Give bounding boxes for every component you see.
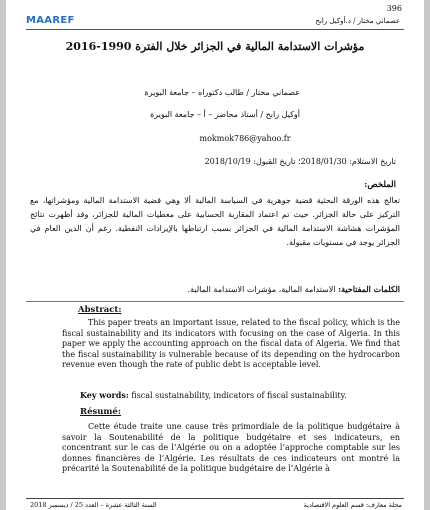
arabic-keywords-value: الاستدامة المالية، مؤشرات الاستدامة المالية. (187, 285, 336, 294)
english-abstract-heading: Abstract: (78, 305, 122, 315)
journal-logo: MAAREF (26, 15, 75, 26)
arabic-abstract-heading: الملخص: (364, 180, 396, 190)
english-keywords-label: Key words: (80, 390, 129, 400)
submission-dates: تاريخ الاستلام: 2018/01/30؛ تاريخ القبول: 2018/10/19 (204, 157, 396, 166)
arabic-keywords (187, 284, 400, 294)
author-email: mokmok786@yahoo.fr (199, 134, 291, 143)
paper-title: مؤشرات الاستدامة المالية في الجزائر خلال الفترة 1990-2016 (65, 40, 365, 53)
arabic-keywords-label: الكلمات المفتاحية: (338, 284, 400, 294)
footer-issue: السنة الثالثة عشرة – العدد 25 / ديسمبر 2018 (30, 501, 157, 509)
header-rule (26, 29, 404, 30)
arabic-abstract-body: تعالج هذه الورقة البحثية قضية جوهرية في السياسة المالية ألا وهي قضية الاستدامة المالية ومؤشراتها، مع التركيز على حالة الجزائر. حيث تم اعتماد المقاربة الحسابية على معطيات المالية للجزائر، وقد أظهرت نتائج المؤشرات هشاشة الاستدامة المالية في الجزائر بسبب ارتباطها بالإيرادات النفطية. رغم أن الدين العام في الجزائر يوجد في مستويات مقبولة. (30, 196, 400, 247)
section-divider (26, 301, 404, 302)
author-2: أوكيل رابح / أستاذ محاضر – أ – جامعة البويرة (150, 110, 300, 119)
french-abstract-heading: Résumé: (80, 407, 121, 417)
english-keywords-value: fiscal sustainability, indicators of fiscal sustainability. (131, 391, 347, 400)
english-abstract-body: This paper treats an important issue, related to the fiscal policy, which is the fiscal sustainability and its indicators with focusing on the case of Algeria. In this paper we apply the accounting approach on the fiscal data of Algeria. We find that the fiscal sustainability is vulnerable because of its depending on the hydrocarbon revenue even though the rate of public debt is acceptable level. (62, 318, 400, 369)
running-head: عصماني مختار / د.أوكيل رابح (315, 17, 400, 25)
footer-rule (26, 498, 404, 499)
english-keywords (80, 390, 347, 400)
french-abstract-body: Cette étude traite une cause très primordiale de la politique budgétaire à savoir la Soutenabilité de la politique budgétaire et ses indicateurs, en concentrant sur le cas de l’Algérie ou on a adoptée l’approche comptable sur les donnes financières de l’Algérie. Les résultats de ces indicateurs ont montré la précarité la Soutenabilité de la politique budgétaire de l’Algérie à (62, 422, 400, 473)
author-1: عصماني مختار / طالب دكتوراه – جامعة البويرة (144, 88, 300, 97)
page-number: 396 (386, 4, 402, 13)
footer-journal: مجلة معارف: قسم العلوم الاقتصادية (303, 501, 402, 509)
